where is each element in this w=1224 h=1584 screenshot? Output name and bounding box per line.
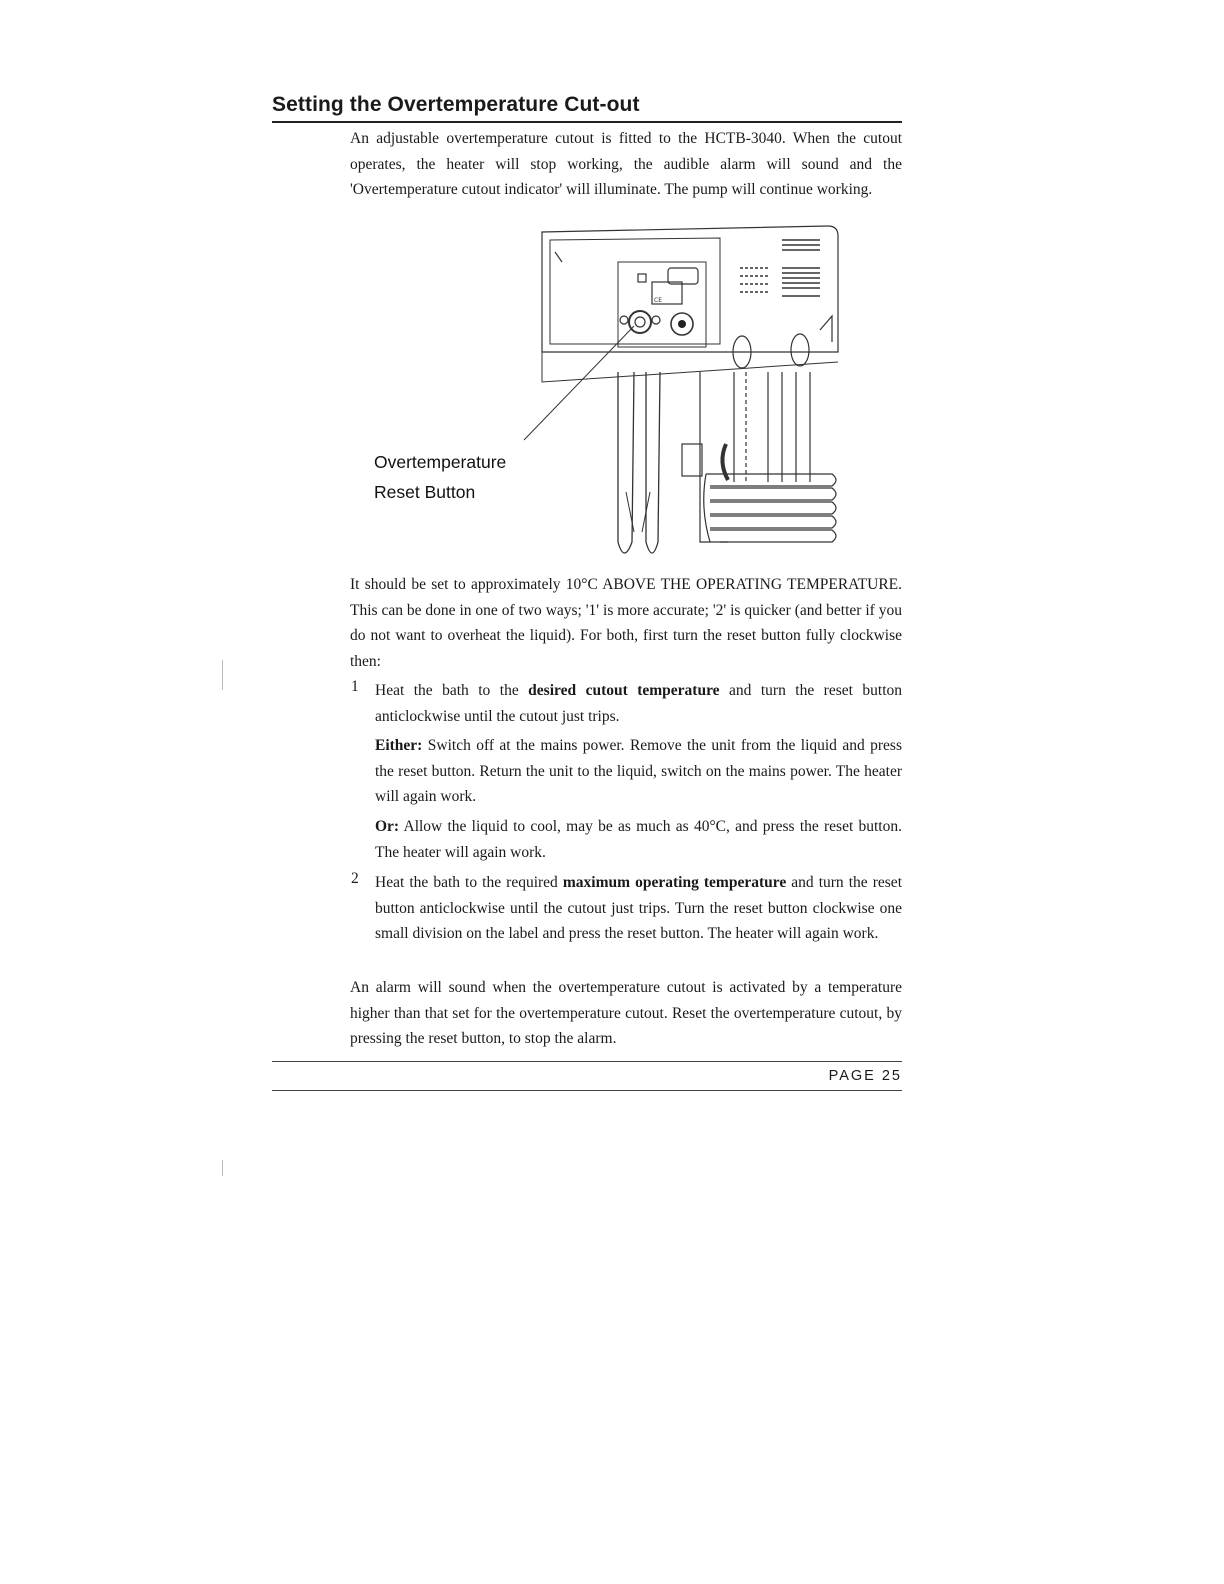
vent-grille [740,240,820,296]
heater-element [618,372,634,553]
footer-rule-top [272,1061,902,1062]
step-number: 1 [351,678,359,695]
step-either-text: Either: Switch off at the mains power. Remove the unit from the liquid and press the reset button. Return the unit to the liquid, switch on the mains power. The heater will again work. [375,737,902,805]
page-title: Setting the Overtemperature Cut-out [272,93,640,116]
page-number: PAGE 25 [828,1068,902,1084]
step-number: 2 [351,870,359,887]
reset-button [629,311,651,333]
alarm-paragraph: An alarm will sound when the overtemperature cutout is activated by a temperature higher than that set for the overtemperature cutout. Reset the overtemperature cutout, by pressing the reset button, to stop the alarm. [350,979,902,1047]
callout-label-line2: Reset Button [374,482,476,502]
svg-text:CE: CE [654,297,662,304]
scan-speck [222,660,223,690]
scan-speck [222,1160,223,1176]
step-text: Heat the bath to the desired cutout temperature and turn the reset button anticlockwise until the cutout just trips. [375,682,903,725]
intro-paragraph: An adjustable overtemperature cutout is fitted to the HCTB-3040. When the cutout operates, the heater will stop working, the audible alarm will sound and the 'Overtemperature cutout indicator' will illuminate. The pump will continue working. [350,130,902,198]
step-or-text: Or: Allow the liquid to cool, may be as much as 40°C, and press the reset button. The heater will again work. [375,818,902,861]
step-text: Heat the bath to the required maximum operating temperature and turn the reset button anticlockwise until the cutout just trips. Turn the reset button clockwise one small division on the label and press the reset button. The heater will again work. [375,874,902,942]
cooling-coil [704,474,836,542]
setting-paragraph: It should be set to approximately 10°C ABOVE THE OPERATING TEMPERATURE. This can be done in one of two ways; '1' is more accurate; '2' is quicker (and better if you do not want to overheat the liquid). For both, first turn the reset button fully clockwise then: [350,576,902,670]
callout-label-line1: Overtemperature [374,452,507,472]
circulator-illustration [520,212,850,568]
heading-underline [272,121,902,123]
footer-rule-bottom [272,1090,902,1091]
